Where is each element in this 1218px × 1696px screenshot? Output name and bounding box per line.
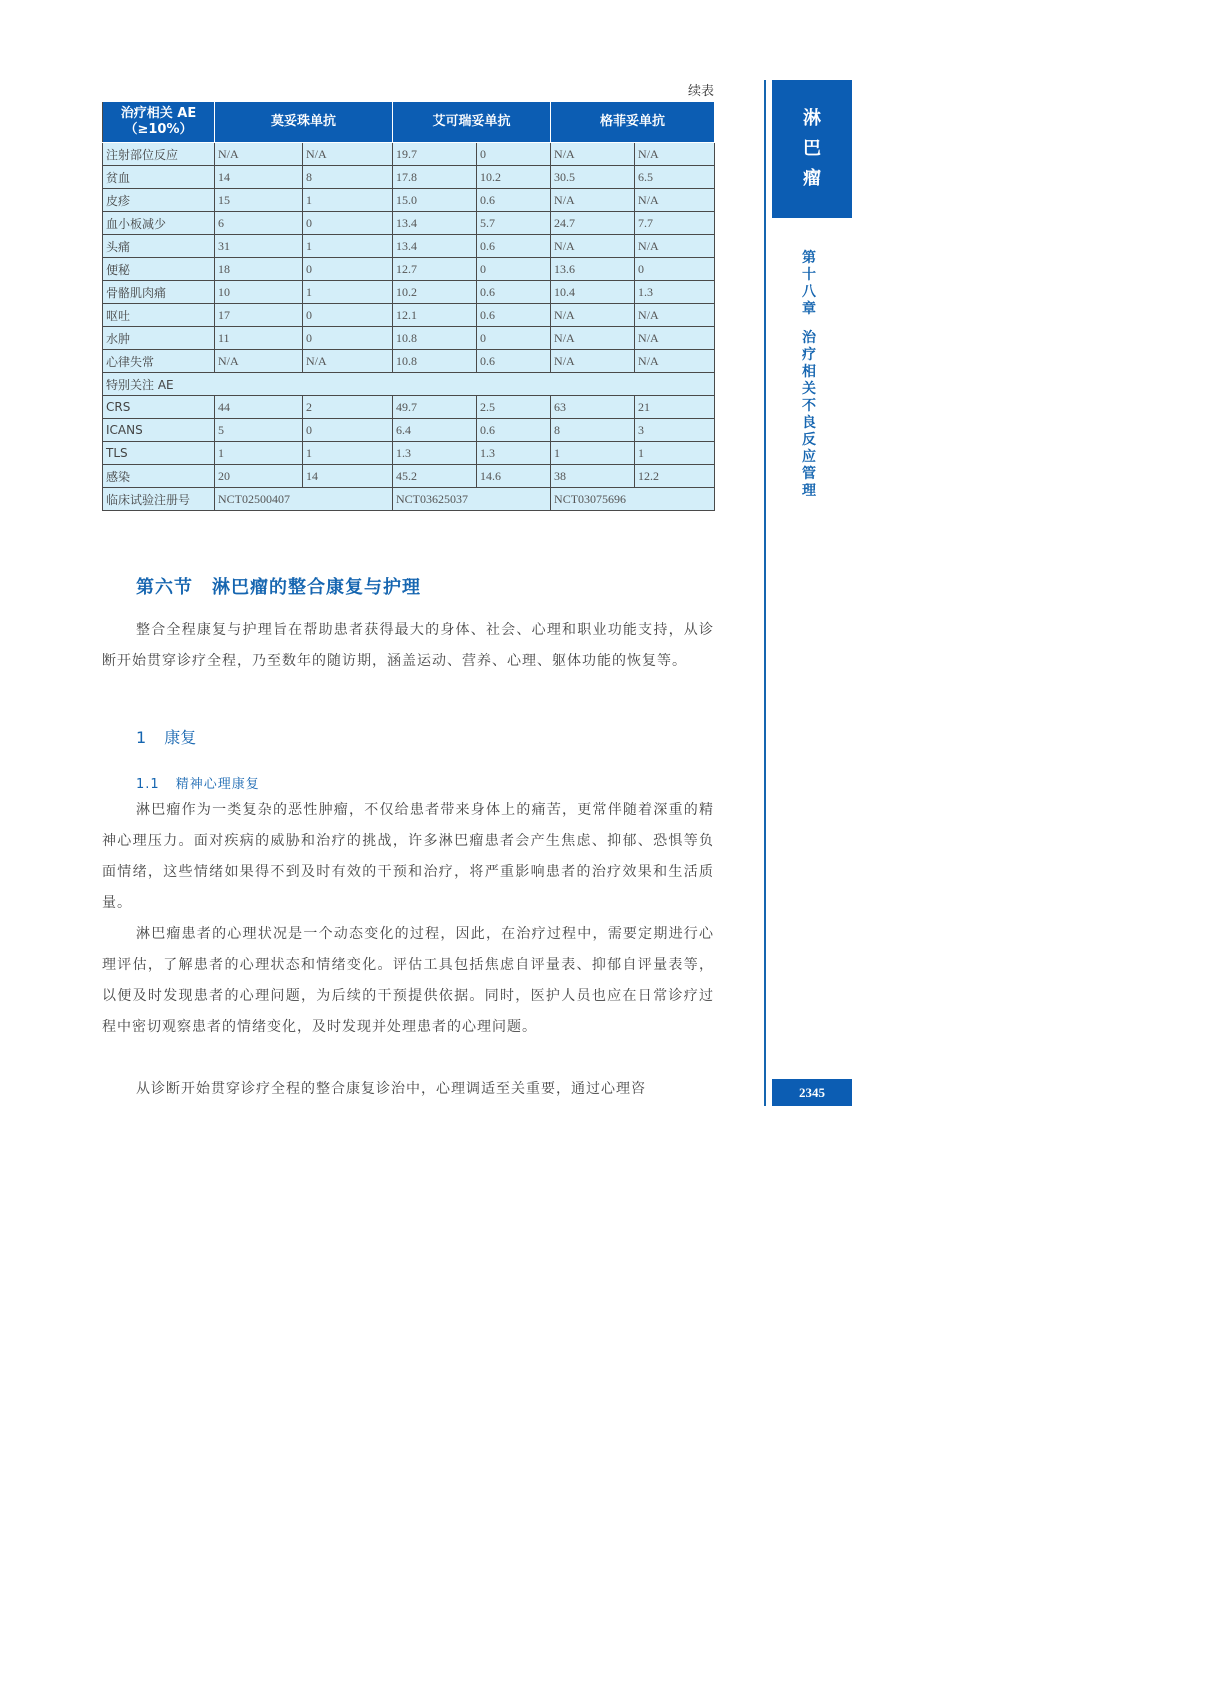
chapter-title-gap	[798, 318, 820, 330]
table-cell: 31	[215, 235, 303, 258]
table-cell: NCT03075696	[551, 488, 715, 511]
table-cell: 1.3	[635, 281, 715, 304]
table-cell: 5.7	[477, 212, 551, 235]
table-cell: 1	[551, 442, 635, 465]
table-cell: 14	[215, 166, 303, 189]
table-row	[103, 488, 715, 511]
chapter-title-char: 应	[802, 449, 816, 465]
row-label: 贫血	[103, 166, 215, 189]
row-label: 感染	[103, 465, 215, 488]
table-cell: N/A	[215, 350, 303, 373]
table-cell: 2.5	[477, 396, 551, 419]
chapter-title-char: 良	[802, 415, 816, 431]
table-cell: 0.6	[477, 419, 551, 442]
row-label: 呕吐	[103, 304, 215, 327]
table-cell: 13.6	[551, 258, 635, 281]
table-cell: N/A	[635, 235, 715, 258]
table-cell: 14	[303, 465, 393, 488]
table-cell: 17.8	[393, 166, 477, 189]
table-cell: 0	[303, 212, 393, 235]
table-cell: 0	[477, 143, 551, 166]
subsubsection-title: 精神心理康复	[175, 777, 260, 792]
drug-header: 艾可瑞妥单抗	[393, 102, 551, 143]
table-cell: 1.3	[477, 442, 551, 465]
table-cell: 17	[215, 304, 303, 327]
table-cell: 1	[635, 442, 715, 465]
row-label: 注射部位反应	[103, 143, 215, 166]
table-cell: N/A	[303, 143, 393, 166]
table-cell: N/A	[635, 327, 715, 350]
table-cell: N/A	[551, 235, 635, 258]
table-cell: N/A	[635, 350, 715, 373]
table-cell: 0	[303, 327, 393, 350]
table-cell: 63	[551, 396, 635, 419]
table-cell: 38	[551, 465, 635, 488]
table-row	[103, 419, 715, 442]
table-cell: 8	[303, 166, 393, 189]
row-label: 皮疹	[103, 189, 215, 212]
ae-column-header: 治疗相关 AE（≥10%）	[103, 102, 215, 143]
subsubsection-heading	[136, 773, 260, 792]
table-row	[103, 143, 715, 166]
table-cell: NCT03625037	[393, 488, 551, 511]
chapter-title-char: 不	[802, 398, 816, 414]
chapter-title-char: 理	[802, 483, 816, 499]
table-cell: 0.6	[477, 235, 551, 258]
table-cell: 10.4	[551, 281, 635, 304]
table-cell: 1	[303, 442, 393, 465]
table-cell: 0	[303, 258, 393, 281]
table-cell: 18	[215, 258, 303, 281]
table-cell: 21	[635, 396, 715, 419]
chapter-tab-char: 瘤	[803, 168, 821, 189]
table-cell: 8	[551, 419, 635, 442]
chapter-title-char: 关	[802, 381, 816, 397]
table-cell: 10.2	[477, 166, 551, 189]
table-cell: 15.0	[393, 189, 477, 212]
body-paragraph: 淋巴瘤患者的心理状况是一个动态变化的过程，因此，在治疗过程中，需要定期进行心理评估，了解患者的心理状态和情绪变化。评估工具包括焦虑自评量表、抑郁自评量表等，以便及时发现患者的心理问题，为后续的干预提供依据。同时，医护人员也应在日常诊疗过程中密切观察患者的情绪变化，及时发现并处理患者的心理问题。	[102, 926, 714, 1035]
chapter-title-char: 反	[802, 432, 816, 448]
row-label: 临床试验注册号	[103, 488, 215, 511]
table-row	[103, 350, 715, 373]
table-cell: N/A	[635, 143, 715, 166]
table-header-row	[103, 102, 715, 143]
table-cell: 24.7	[551, 212, 635, 235]
table-row	[103, 212, 715, 235]
row-label: 血小板减少	[103, 212, 215, 235]
table-cell: 0	[635, 258, 715, 281]
chapter-title-char: 管	[802, 466, 816, 482]
chapter-title-char: 八	[802, 284, 816, 300]
table-cell: 0	[303, 304, 393, 327]
chapter-title-char: 相	[802, 364, 816, 380]
table-cell: N/A	[215, 143, 303, 166]
chapter-vertical-title	[798, 250, 820, 500]
row-label: 水肿	[103, 327, 215, 350]
section-title: 第六节 淋巴瘤的整合康复与护理	[136, 577, 421, 598]
chapter-tab-char: 巴	[803, 138, 821, 159]
table-cell: 1	[303, 189, 393, 212]
table-row	[103, 373, 715, 396]
page-number: 2345	[772, 1079, 852, 1106]
body-paragraph: 从诊断开始贯穿诊疗全程的整合康复诊治中，心理调适至关重要，通过心理咨	[136, 1081, 646, 1097]
subsection-number: 1	[136, 728, 147, 747]
table-cell: 0.6	[477, 189, 551, 212]
table-cell: 5	[215, 419, 303, 442]
table-cell: N/A	[551, 143, 635, 166]
table-row	[103, 235, 715, 258]
table-row	[103, 396, 715, 419]
chapter-title-char: 章	[802, 301, 816, 317]
table-cell: NCT02500407	[215, 488, 393, 511]
drug-header: 格菲妥单抗	[551, 102, 715, 143]
table-cell: 12.2	[635, 465, 715, 488]
table-cell: 1	[303, 281, 393, 304]
table-cell: 19.7	[393, 143, 477, 166]
table-cell: 10	[215, 281, 303, 304]
table-cell: 0.6	[477, 281, 551, 304]
table-row	[103, 258, 715, 281]
table-cell: 44	[215, 396, 303, 419]
table-cell: 11	[215, 327, 303, 350]
row-label: ICANS	[103, 419, 215, 442]
table-cell: 10.8	[393, 327, 477, 350]
row-label: TLS	[103, 442, 215, 465]
table-row	[103, 442, 715, 465]
subsubsection-number: 1.1	[136, 777, 160, 792]
table-cell: 3	[635, 419, 715, 442]
table-cell: 6.4	[393, 419, 477, 442]
special-ae-label: 特别关注 AE	[103, 373, 715, 396]
table-cell: 0	[303, 419, 393, 442]
table-row	[103, 166, 715, 189]
row-label: CRS	[103, 396, 215, 419]
adverse-events-table	[102, 101, 715, 511]
table-row	[103, 304, 715, 327]
chapter-title-char: 第	[802, 250, 816, 266]
table-cell: N/A	[303, 350, 393, 373]
table-row	[103, 327, 715, 350]
table-row	[103, 281, 715, 304]
table-cell: 0.6	[477, 304, 551, 327]
row-label: 便秘	[103, 258, 215, 281]
table-cell: 45.2	[393, 465, 477, 488]
table-cell: 6	[215, 212, 303, 235]
body-paragraph: 淋巴瘤作为一类复杂的恶性肿瘤，不仅给患者带来身体上的痛苦，更常伴随着深重的精神心理压力。面对疾病的威胁和治疗的挑战，许多淋巴瘤患者会产生焦虑、抑郁、恐惧等负面情绪，这些情绪如果得不到及时有效的干预和治疗，将严重影响患者的治疗效果和生活质量。	[102, 802, 714, 911]
table-cell: 6.5	[635, 166, 715, 189]
table-cell: 7.7	[635, 212, 715, 235]
table-cell: 1.3	[393, 442, 477, 465]
table-cell: N/A	[551, 304, 635, 327]
subsection-heading	[136, 725, 196, 748]
table-cell: 14.6	[477, 465, 551, 488]
table-cell: 30.5	[551, 166, 635, 189]
sidebar-rule	[764, 80, 766, 1106]
row-label: 心律失常	[103, 350, 215, 373]
table-cell: 15	[215, 189, 303, 212]
table-cell: 12.1	[393, 304, 477, 327]
table-cell: 49.7	[393, 396, 477, 419]
drug-header: 莫妥珠单抗	[215, 102, 393, 143]
table-cell: N/A	[635, 189, 715, 212]
chapter-tab-char: 淋	[803, 108, 821, 129]
table-row	[103, 465, 715, 488]
table-cell: 1	[215, 442, 303, 465]
continued-table-label: 续表	[687, 84, 714, 99]
table-cell: 0	[477, 327, 551, 350]
table-cell: 12.7	[393, 258, 477, 281]
table-cell: N/A	[551, 350, 635, 373]
table-cell: 13.4	[393, 235, 477, 258]
table-cell: N/A	[551, 189, 635, 212]
intro-paragraph: 整合全程康复与护理旨在帮助患者获得最大的身体、社会、心理和职业功能支持，从诊断开始贯穿诊疗全程，乃至数年的随访期，涵盖运动、营养、心理、躯体功能的恢复等。	[102, 622, 714, 669]
table-cell: 1	[303, 235, 393, 258]
subsection-title: 康复	[164, 728, 197, 747]
table-cell: N/A	[551, 327, 635, 350]
table-cell: 0	[477, 258, 551, 281]
table-cell: 13.4	[393, 212, 477, 235]
table-cell: 2	[303, 396, 393, 419]
table-cell: 10.2	[393, 281, 477, 304]
chapter-title-char: 十	[802, 267, 816, 283]
chapter-title-char: 疗	[802, 347, 816, 363]
row-label: 头痛	[103, 235, 215, 258]
row-label: 骨骼肌肉痛	[103, 281, 215, 304]
chapter-tab	[772, 80, 852, 218]
table-cell: 20	[215, 465, 303, 488]
table-cell: N/A	[635, 304, 715, 327]
table-cell: 10.8	[393, 350, 477, 373]
chapter-title-char: 治	[802, 330, 816, 346]
table-cell: 0.6	[477, 350, 551, 373]
table-row	[103, 189, 715, 212]
